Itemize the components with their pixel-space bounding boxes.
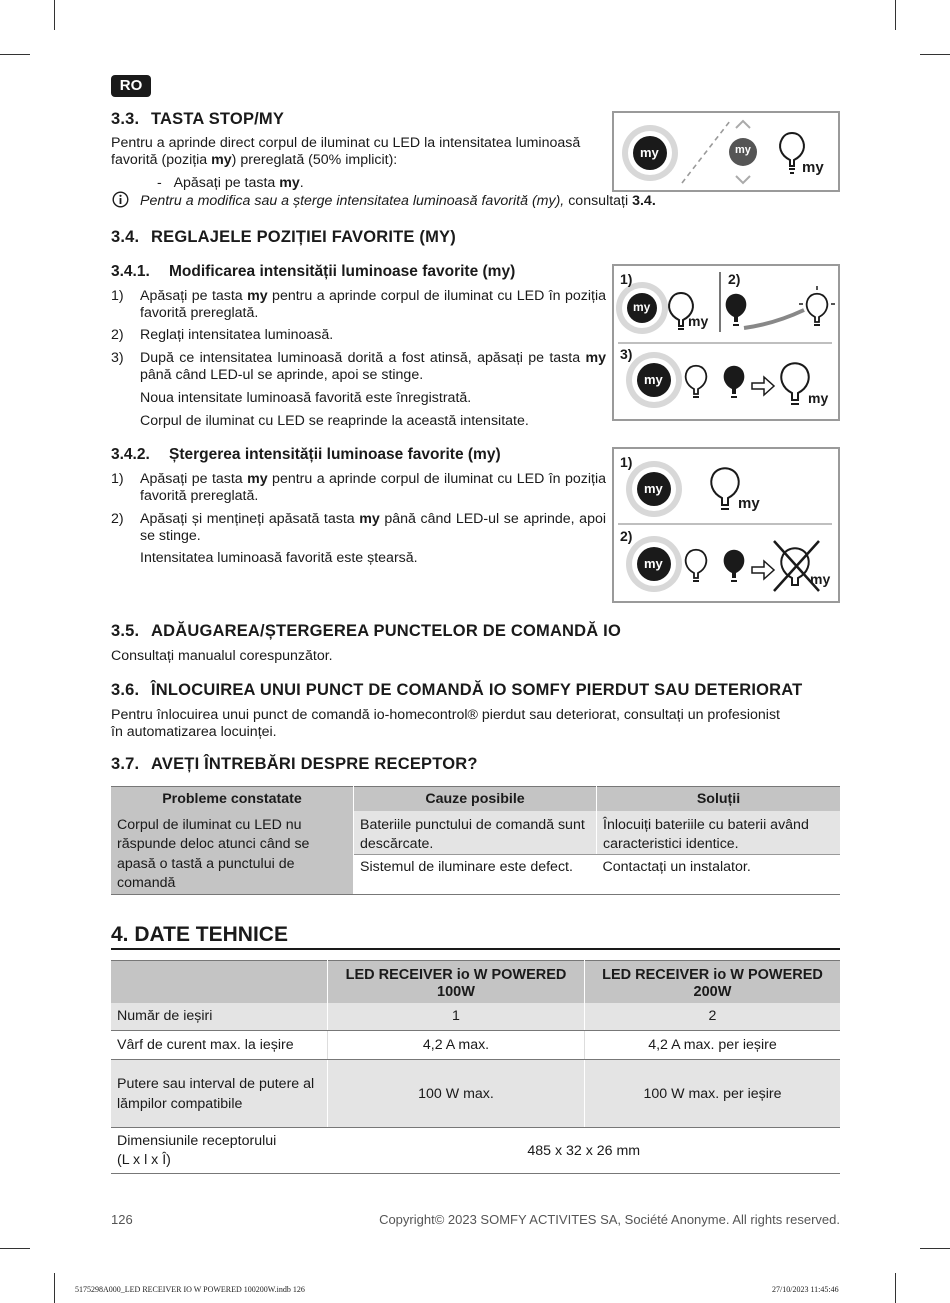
my-label: my [810, 571, 831, 587]
table-header: Soluții [597, 787, 841, 811]
text: După ce intensitatea luminoasă dorită a fost atinsă, apăsați pe tasta [140, 350, 586, 366]
table-header-empty [111, 961, 328, 1003]
crop-mark [0, 54, 30, 55]
text: Apăsați pe tasta [173, 175, 280, 191]
chapter-rule [111, 948, 840, 950]
section-title: Modificarea intensității luminoase favorite (my) [169, 263, 516, 280]
print-file-info: 5175298A000_LED RECEIVER IO W POWERED 100200W.indb 126 [75, 1285, 305, 1294]
section-number: 3.7. [111, 755, 140, 773]
text: consultați [564, 193, 633, 209]
item-text: Reglați intensitatea luminoasă. [140, 327, 334, 343]
section-3-3-intro [111, 135, 611, 169]
text-line: în automatizarea locuinței. [111, 724, 277, 740]
row-label: Număr de ieșiri [111, 1003, 328, 1031]
section-number: 3.5. [111, 622, 140, 640]
reference: 3.4. [632, 193, 656, 209]
section-3-5-text: Consultați manualul corespunzător. [111, 648, 333, 664]
figure-delete-favorite [612, 447, 840, 603]
section-title: REGLAJELE POZIȚIEI FAVORITE (MY) [151, 228, 456, 246]
text: Apăsați pe tasta [140, 288, 248, 304]
item-text [140, 511, 606, 545]
section-number: 3.4.2. [111, 446, 150, 463]
text: . [299, 175, 304, 191]
crop-mark [54, 0, 55, 30]
crop-mark [0, 1248, 30, 1249]
item-number: 1) [111, 471, 124, 487]
crop-mark [920, 54, 950, 55]
section-3-3-note [140, 193, 656, 210]
section-3-3-heading [111, 110, 284, 129]
result-line: Corpul de iluminat cu LED se reaprinde la această intensitate. [140, 413, 529, 429]
table-row [111, 1031, 840, 1060]
item-number: 2) [111, 511, 124, 527]
label-line: Dimensiunile receptorului [117, 1132, 277, 1149]
section-3-4-heading [111, 228, 456, 247]
row-value: 100 W max. per ieșire [585, 1060, 841, 1128]
my-button-label: my [633, 300, 651, 314]
info-icon [112, 191, 127, 206]
language-badge: RO [111, 75, 151, 97]
text: favorită (poziția [111, 152, 212, 168]
note-italic: Pentru a modifica sau a șterge intensitatea luminoasă favorită (my), [140, 193, 565, 209]
figure-stop-my [612, 111, 840, 192]
figure-modify-favorite [612, 264, 840, 421]
intro-line-2 [111, 152, 611, 169]
row-label [111, 1128, 328, 1174]
table-header: Probleme constatate [111, 787, 354, 811]
chapter-4-heading [111, 923, 288, 947]
step-label: 1) [620, 271, 633, 287]
my-button-label: my [644, 556, 663, 571]
text: pentru a aprinde corpul de iluminat cu LED în poziția favorită prereglată. [140, 471, 607, 504]
result-line: Noua intensitate luminoasă favorită este înregistrată. [140, 390, 472, 406]
section-title: ADĂUGAREA/ȘTERGEREA PUNCTELOR DE COMANDĂ IO [151, 622, 622, 640]
troubleshooting-table [111, 786, 840, 895]
section-3-4-1-heading [111, 263, 515, 281]
copyright: Copyright© 2023 SOMFY ACTIVITES SA, Société Anonyme. All rights reserved. [379, 1212, 840, 1227]
text: până când LED-ul se aprinde, apoi se stinge. [140, 367, 424, 383]
my-label: my [802, 159, 824, 176]
text: Apăsați pe tasta [140, 471, 248, 487]
row-label: Putere sau interval de putere al lămpilor compatibile [111, 1060, 328, 1128]
table-header: Cauze posibile [354, 787, 597, 811]
table-header-row [111, 787, 840, 811]
table-row [111, 811, 840, 855]
section-title: AVEȚI ÎNTREBĂRI DESPRE RECEPTOR? [151, 755, 478, 773]
my-button-label: my [644, 372, 663, 387]
table-row [111, 1128, 840, 1174]
my-button-label: my [640, 145, 659, 160]
my-bold: my [585, 350, 606, 366]
section-3-6-heading [111, 681, 802, 700]
intro-line-1: Pentru a aprinde direct corpul de iluminat cu LED la intensitatea luminoasă [111, 135, 581, 151]
text: ) prereglată (50% implicit): [231, 152, 398, 168]
solution-cell: Înlocuiți bateriile cu baterii având caracteristici identice. [597, 811, 841, 855]
table-header: LED RECEIVER io W POWERED 100W [328, 961, 585, 1003]
my-button-label: my [735, 144, 751, 156]
item-text [140, 288, 606, 322]
my-bold: my [359, 511, 380, 527]
cause-cell: Bateriile punctului de comandă sunt descărcate. [354, 811, 597, 855]
text: până când LED-ul se aprinde, apoi se stinge. [140, 511, 607, 544]
table-row [111, 1003, 840, 1031]
row-label: Vârf de curent max. la ieșire [111, 1031, 328, 1060]
row-value: 1 [328, 1003, 585, 1031]
technical-data-table [111, 960, 840, 1174]
problem-cell: Corpul de iluminat cu LED nu răspunde deloc atunci când se apasă o tastă a punctului de comandă [111, 811, 354, 895]
section-3-6-text [111, 707, 841, 741]
section-number: 3.3. [111, 110, 140, 128]
section-3-3-step [157, 175, 304, 192]
step-label: 3) [620, 346, 633, 362]
section-title: TASTA STOP/MY [151, 110, 285, 128]
row-value: 485 x 32 x 26 mm [328, 1128, 841, 1174]
crop-mark [895, 1273, 896, 1303]
cause-cell: Sistemul de iluminare este defect. [354, 855, 597, 895]
section-title: ÎNLOCUIREA UNUI PUNCT DE COMANDĂ IO SOMFY PIERDUT SAU DETERIORAT [151, 681, 803, 699]
section-3-5-heading [111, 622, 621, 641]
my-label: my [808, 390, 829, 406]
section-number: 3.4. [111, 228, 140, 246]
dash: - [157, 175, 162, 191]
chapter-title: DATE TEHNICE [134, 923, 288, 946]
result-line: Intensitatea luminoasă favorită este ștearsă. [140, 550, 418, 566]
crop-mark [54, 1273, 55, 1303]
item-number: 2) [111, 327, 124, 343]
crop-mark [895, 0, 896, 30]
print-date: 27/10/2023 11:45:46 [772, 1285, 839, 1294]
crop-mark [920, 1248, 950, 1249]
solution-cell: Contactați un instalator. [597, 855, 841, 895]
my-bold: my [279, 175, 300, 191]
step-label: 2) [728, 271, 741, 287]
label-line: (L x l x Î) [117, 1151, 171, 1168]
text-line: Pentru înlocuirea unui punct de comandă io-homecontrol® pierdut sau deteriorat, consultați un profesionist [111, 707, 780, 723]
page-number: 126 [111, 1212, 133, 1227]
row-value: 4,2 A max. [328, 1031, 585, 1060]
my-label: my [738, 495, 760, 512]
my-bold: my [211, 152, 232, 168]
my-button-label: my [644, 481, 663, 496]
section-title: Ștergerea intensității luminoase favorite (my) [169, 446, 501, 463]
item-number: 3) [111, 350, 124, 366]
table-row [111, 1060, 840, 1128]
item-number: 1) [111, 288, 124, 304]
table-header-row [111, 961, 840, 1003]
step-label: 2) [620, 528, 633, 544]
section-3-4-2-heading [111, 446, 501, 464]
row-value: 4,2 A max. per ieșire [585, 1031, 841, 1060]
table-header: LED RECEIVER io W POWERED 200W [585, 961, 841, 1003]
item-text [140, 471, 606, 505]
chapter-number: 4. [111, 923, 129, 946]
text: Apăsați și mențineți apăsată tasta [140, 511, 360, 527]
my-bold: my [247, 288, 268, 304]
section-number: 3.4.1. [111, 263, 150, 280]
section-3-7-heading [111, 755, 478, 774]
my-bold: my [247, 471, 268, 487]
my-label: my [688, 313, 709, 329]
row-value: 2 [585, 1003, 841, 1031]
row-value: 100 W max. [328, 1060, 585, 1128]
text: pentru a aprinde corpul de iluminat cu LED în poziția favorită prereglată. [140, 288, 607, 321]
section-number: 3.6. [111, 681, 140, 699]
item-text [140, 350, 606, 384]
step-label: 1) [620, 454, 633, 470]
